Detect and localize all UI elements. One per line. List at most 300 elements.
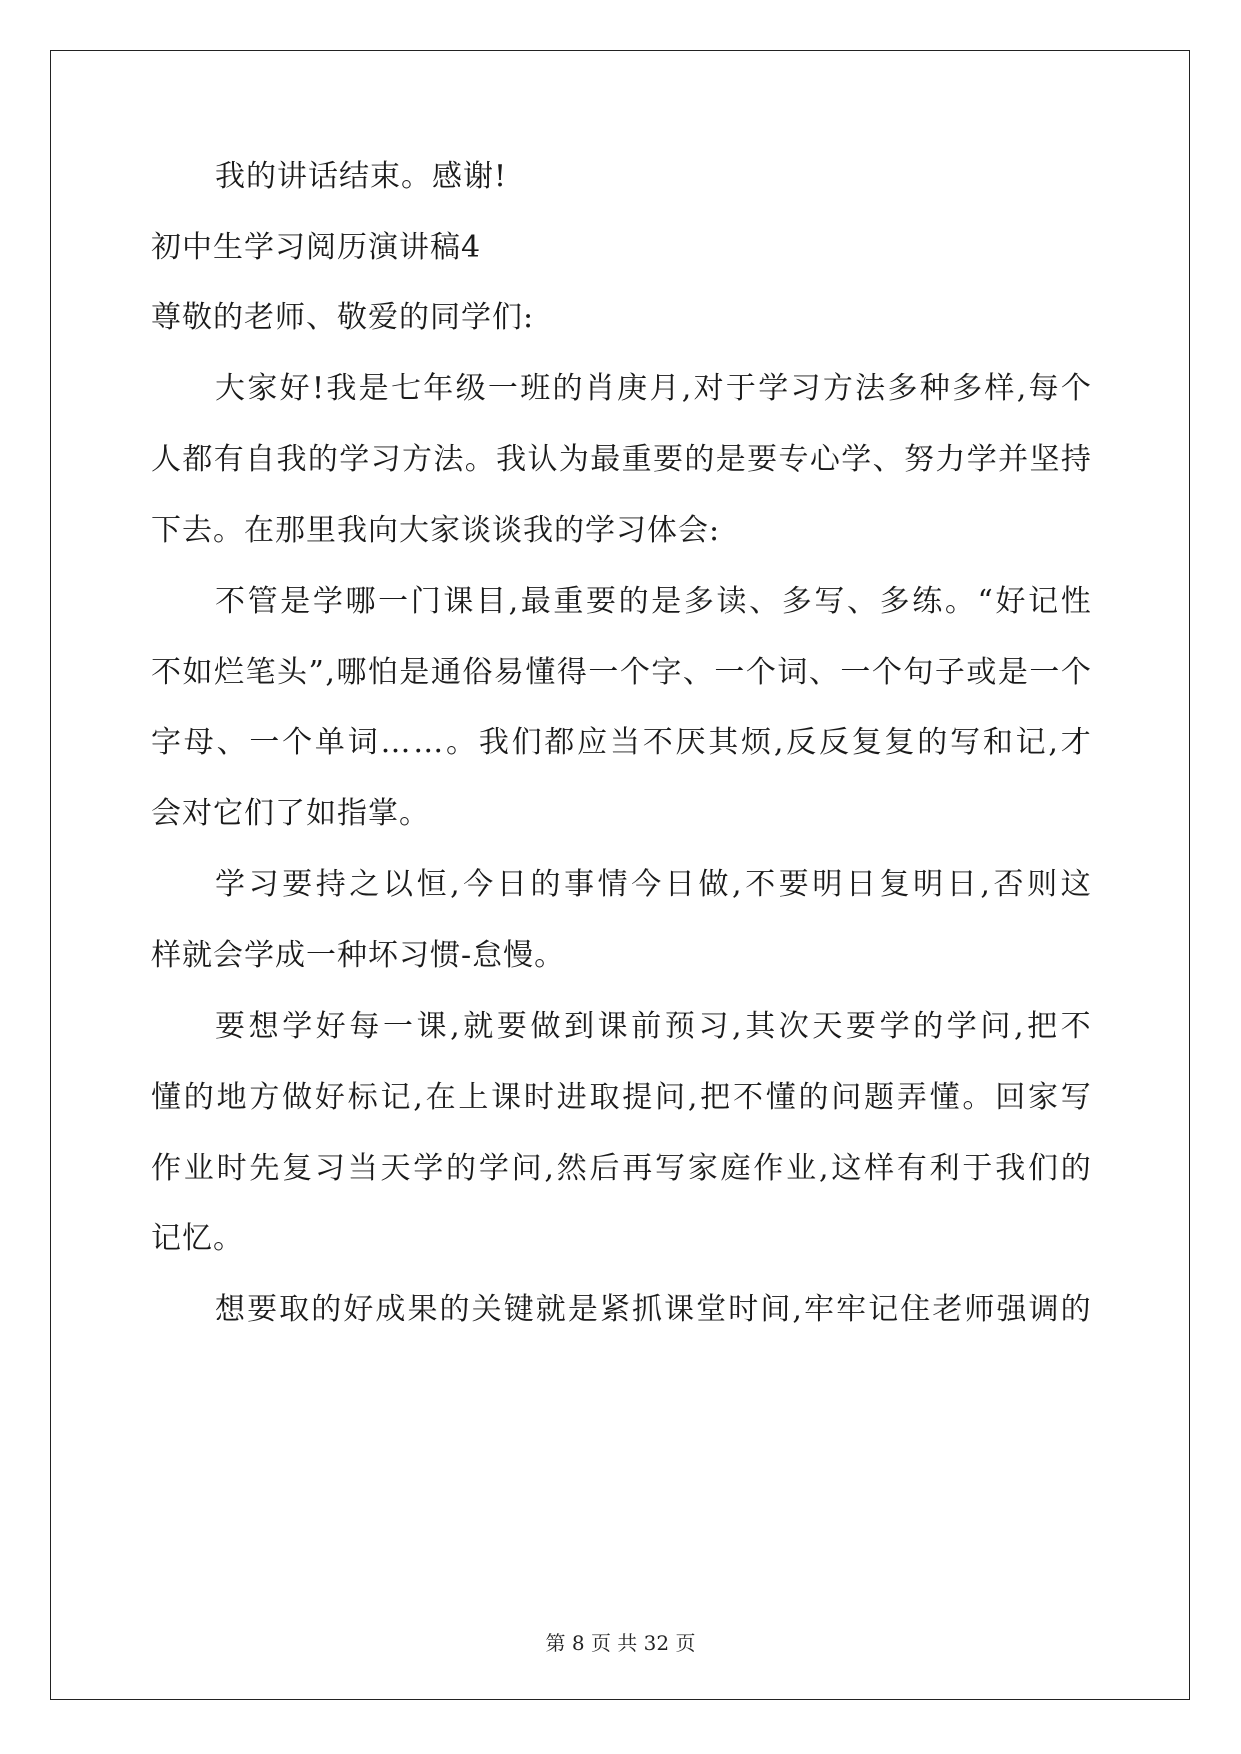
char: 弄 xyxy=(896,1080,927,1115)
char: 的 xyxy=(798,1080,829,1115)
char: 取 xyxy=(279,1292,310,1327)
paragraph-line: 会对它们了如指掌。 xyxy=(151,796,430,831)
char: , xyxy=(544,1151,554,1186)
char: 以 xyxy=(382,867,413,902)
char: 复 xyxy=(282,1151,313,1186)
char: 习 xyxy=(698,1009,729,1044)
char: 复 xyxy=(851,725,882,760)
char: 。 xyxy=(962,1080,993,1115)
char: 要 xyxy=(215,1009,245,1044)
paragraph-line xyxy=(151,723,1091,763)
char: 一 xyxy=(840,655,871,690)
char: 牢 xyxy=(804,1292,835,1327)
char: 明 xyxy=(812,867,843,902)
char: 问 xyxy=(655,1080,686,1115)
char: 和 xyxy=(982,725,1013,760)
char: 我 xyxy=(276,442,307,477)
char: 进 xyxy=(556,1080,587,1115)
char: 学 xyxy=(339,442,370,477)
char: 要 xyxy=(282,867,313,902)
char: 对 xyxy=(693,371,724,406)
char: 是 xyxy=(399,655,430,690)
char: , xyxy=(450,1009,460,1044)
char: 先 xyxy=(249,1151,280,1186)
char: 不 xyxy=(642,725,673,760)
char: 肖 xyxy=(584,371,615,406)
char: 有 xyxy=(896,1151,927,1186)
char: 字 xyxy=(651,655,682,690)
char: 当 xyxy=(609,725,640,760)
char: 到 xyxy=(564,1009,595,1044)
paragraph-line: 记忆。 xyxy=(151,1221,244,1256)
char: , xyxy=(508,584,519,619)
char: 烂 xyxy=(214,655,244,690)
char: 习 xyxy=(790,371,821,406)
char: , xyxy=(792,1292,802,1327)
char: 重 xyxy=(621,442,652,477)
char: 的 xyxy=(311,1292,342,1327)
char: 课 xyxy=(664,1292,695,1327)
char: 要 xyxy=(845,1009,876,1044)
char: 记 xyxy=(380,1080,411,1115)
char: 心 xyxy=(809,442,840,477)
char: 目 xyxy=(476,584,506,619)
char: 好 xyxy=(315,1009,346,1044)
char: 今 xyxy=(463,867,494,902)
char: 紧 xyxy=(599,1292,630,1327)
char: 天 xyxy=(812,1009,843,1044)
char: , xyxy=(1013,1009,1024,1044)
paragraph-line xyxy=(151,653,1091,693)
char: 好 xyxy=(343,1292,374,1327)
char: 每 xyxy=(349,1009,380,1044)
char: 问 xyxy=(831,1080,862,1115)
char: 、 xyxy=(847,584,878,619)
char: 课 xyxy=(443,584,474,619)
char: 的 xyxy=(917,725,948,760)
char: 键 xyxy=(503,1292,534,1327)
char: 反 xyxy=(786,725,817,760)
char: 之 xyxy=(349,867,380,902)
char: 就 xyxy=(535,1292,566,1327)
char: 一 xyxy=(487,371,518,406)
char: 后 xyxy=(589,1151,620,1186)
char: 大 xyxy=(215,371,245,406)
char: 日 xyxy=(845,867,876,902)
char: 的 xyxy=(1060,1151,1091,1186)
char: 作 xyxy=(151,1151,181,1186)
char: 家 xyxy=(1027,1080,1058,1115)
char: 日 xyxy=(496,867,527,902)
char: 懂 xyxy=(765,1080,796,1115)
char: 其 xyxy=(745,1009,776,1044)
char: 学 xyxy=(966,442,997,477)
char: 不 xyxy=(215,584,245,619)
char: 的 xyxy=(684,442,715,477)
char: 成 xyxy=(375,1292,406,1327)
char: 在 xyxy=(425,1080,456,1115)
char: 的 xyxy=(1060,1292,1091,1327)
char: 的 xyxy=(446,1151,477,1186)
char: 是 xyxy=(997,655,1028,690)
char: 课 xyxy=(416,1009,447,1044)
char: 师 xyxy=(964,1292,995,1327)
char: 时 xyxy=(728,1292,759,1327)
char: 人 xyxy=(151,442,181,477)
char: 一 xyxy=(714,655,745,690)
char: 学 xyxy=(841,442,872,477)
char: 家 xyxy=(687,1151,718,1186)
char: 个 xyxy=(619,655,650,690)
char: 习 xyxy=(314,1151,345,1186)
char: 读 xyxy=(716,584,747,619)
speech-title: 初中生学习阅历演讲稿4 xyxy=(151,230,482,265)
char: 方 xyxy=(402,442,432,477)
paragraph-line xyxy=(151,1007,1091,1047)
char: 题 xyxy=(864,1080,895,1115)
char: 每 xyxy=(1028,371,1059,406)
char: 应 xyxy=(577,725,608,760)
char: 于 xyxy=(962,1151,993,1186)
char: 是 xyxy=(651,584,682,619)
char: 预 xyxy=(664,1009,695,1044)
char: 作 xyxy=(753,1151,784,1186)
char: 为 xyxy=(558,442,589,477)
paragraph-line xyxy=(151,865,1091,905)
char: 学 xyxy=(946,1009,977,1044)
char: 们 xyxy=(511,725,542,760)
char: 标 xyxy=(347,1080,378,1115)
page-number: 第 8 页 共 32 页 xyxy=(545,1631,696,1655)
char: 如 xyxy=(182,655,213,690)
char: 日 xyxy=(664,867,695,902)
char: 持 xyxy=(1060,442,1091,477)
char: 时 xyxy=(523,1080,554,1115)
char: 这 xyxy=(831,1151,862,1186)
char: 一 xyxy=(588,655,619,690)
char: 把 xyxy=(700,1080,731,1115)
char: 我 xyxy=(496,442,527,477)
char: 是 xyxy=(280,584,311,619)
paragraph-line xyxy=(151,582,1091,622)
paragraph-line xyxy=(151,369,1091,409)
char: 性 xyxy=(1060,584,1091,619)
char: 写 xyxy=(1060,1080,1091,1115)
char: 好 xyxy=(995,584,1026,619)
char: 有 xyxy=(213,442,244,477)
char: 要 xyxy=(747,442,778,477)
char: 词 xyxy=(777,655,808,690)
char: 再 xyxy=(622,1151,653,1186)
char: , xyxy=(681,371,692,406)
char: 学 xyxy=(758,371,789,406)
char: 个 xyxy=(871,655,902,690)
char: 前 xyxy=(631,1009,662,1044)
char: 样 xyxy=(864,1151,895,1186)
char: 家 xyxy=(247,371,278,406)
char: 、 xyxy=(872,442,903,477)
char: 回 xyxy=(995,1080,1026,1115)
char: 哪 xyxy=(345,584,376,619)
char: 的 xyxy=(913,1009,944,1044)
char: … xyxy=(413,725,444,760)
char: 要 xyxy=(586,584,617,619)
char: 练 xyxy=(912,584,943,619)
char: 得 xyxy=(556,655,587,690)
char: 一 xyxy=(382,1009,413,1044)
char: 则 xyxy=(1027,867,1058,902)
char: 要 xyxy=(778,867,809,902)
char: 方 xyxy=(249,1080,280,1115)
char: 持 xyxy=(315,867,346,902)
char: 个 xyxy=(745,655,776,690)
char: 哪 xyxy=(336,655,367,690)
char: 强 xyxy=(996,1292,1027,1327)
char: 最 xyxy=(520,584,551,619)
char: 认 xyxy=(527,442,558,477)
char: 懂 xyxy=(151,1080,181,1115)
char: 不 xyxy=(1060,1009,1091,1044)
char: 都 xyxy=(544,725,575,760)
char: 一 xyxy=(249,725,280,760)
char: , xyxy=(413,1080,423,1115)
char: , xyxy=(818,1151,829,1186)
char: 多 xyxy=(952,371,983,406)
char: 才 xyxy=(1060,725,1091,760)
char: 做 xyxy=(282,1080,313,1115)
char: 班 xyxy=(520,371,551,406)
char: 做 xyxy=(698,867,729,902)
char: 庚 xyxy=(617,371,648,406)
char: 最 xyxy=(590,442,621,477)
char: 字 xyxy=(151,725,181,760)
char: 问 xyxy=(980,1009,1011,1044)
char: 调 xyxy=(1028,1292,1059,1327)
char: 就 xyxy=(463,1009,494,1044)
char: 不 xyxy=(151,655,181,690)
char: 是 xyxy=(358,371,389,406)
char: 关 xyxy=(471,1292,502,1327)
char: 多 xyxy=(683,584,714,619)
char: 我 xyxy=(478,725,509,760)
char: 多 xyxy=(887,371,918,406)
char: 通 xyxy=(430,655,461,690)
char: 想 xyxy=(248,1009,279,1044)
char: 。 xyxy=(944,584,975,619)
paragraph-line xyxy=(151,1149,1091,1189)
char: 烦 xyxy=(741,725,772,760)
char: 好 xyxy=(314,1080,345,1115)
char: 事 xyxy=(564,867,595,902)
char: 写 xyxy=(655,1151,686,1186)
char: 当 xyxy=(347,1151,378,1186)
char: 学 xyxy=(215,867,245,902)
char: 是 xyxy=(567,1292,598,1327)
char: 好 xyxy=(279,371,310,406)
salutation: 尊敬的老师、敬爱的同学们: xyxy=(151,300,535,335)
char: 今 xyxy=(631,867,662,902)
char: 的 xyxy=(618,584,649,619)
char: 多 xyxy=(879,584,910,619)
char: 住 xyxy=(900,1292,931,1327)
char: 厌 xyxy=(675,725,706,760)
char: 法 xyxy=(855,371,886,406)
char: 、 xyxy=(682,655,713,690)
paragraph-line: 下去。在那里我向大家谈谈我的学习体会: xyxy=(151,513,721,548)
char: 的 xyxy=(439,1292,470,1327)
char: 易 xyxy=(493,655,524,690)
char: 个 xyxy=(1060,371,1091,406)
char: 做 xyxy=(530,1009,561,1044)
closing-line: 我的讲话结束。感谢! xyxy=(215,159,508,194)
char: 庭 xyxy=(720,1151,751,1186)
char: 方 xyxy=(822,371,853,406)
char: 自 xyxy=(245,442,276,477)
char: 专 xyxy=(778,442,809,477)
char: 的 xyxy=(552,371,583,406)
char: 个 xyxy=(282,725,313,760)
char: 我 xyxy=(995,1151,1026,1186)
char: 。 xyxy=(446,725,477,760)
char: 样 xyxy=(984,371,1015,406)
char: 月 xyxy=(649,371,680,406)
char: 学 xyxy=(312,584,343,619)
char: 笔 xyxy=(245,655,276,690)
char: , xyxy=(325,655,335,690)
char: 地 xyxy=(216,1080,247,1115)
char: , xyxy=(450,867,460,902)
char: 恒 xyxy=(416,867,447,902)
char: 想 xyxy=(215,1292,245,1327)
char: 单 xyxy=(314,725,345,760)
char: 词 xyxy=(347,725,378,760)
char: “ xyxy=(977,584,993,619)
char: 要 xyxy=(247,1292,278,1327)
char: 提 xyxy=(622,1080,653,1115)
char: 懂 xyxy=(525,655,556,690)
char: , xyxy=(1048,725,1058,760)
char: 力 xyxy=(935,442,966,477)
char: 堂 xyxy=(696,1292,727,1327)
char: 然 xyxy=(556,1151,587,1186)
char: 门 xyxy=(410,584,441,619)
char: 上 xyxy=(458,1080,489,1115)
paragraph-line xyxy=(151,1290,1091,1330)
char: 一 xyxy=(1029,655,1060,690)
char: 抓 xyxy=(632,1292,663,1327)
char: 次 xyxy=(778,1009,809,1044)
char: 复 xyxy=(879,867,910,902)
char: 种 xyxy=(919,371,950,406)
paragraph-line xyxy=(151,440,1091,480)
char: 子 xyxy=(934,655,965,690)
char: 牢 xyxy=(836,1292,867,1327)
char: 我 xyxy=(326,371,357,406)
char: 老 xyxy=(932,1292,963,1327)
char: 不 xyxy=(745,867,776,902)
char: , xyxy=(732,867,742,902)
char: 要 xyxy=(496,1009,527,1044)
char: 天 xyxy=(380,1151,411,1186)
char: ” xyxy=(308,655,324,690)
char: 个 xyxy=(1060,655,1091,690)
char: 多 xyxy=(781,584,812,619)
char: 要 xyxy=(653,442,683,477)
char: 间 xyxy=(760,1292,791,1327)
char: 业 xyxy=(183,1151,214,1186)
char: 学 xyxy=(879,1009,910,1044)
char: 记 xyxy=(868,1292,899,1327)
char: 懂 xyxy=(929,1080,960,1115)
char: 、 xyxy=(216,725,247,760)
char: , xyxy=(773,725,784,760)
char: 七 xyxy=(390,371,421,406)
char: 问 xyxy=(511,1151,542,1186)
char: 们 xyxy=(1027,1151,1058,1186)
char: 否 xyxy=(993,867,1024,902)
char: 果 xyxy=(407,1292,438,1327)
char: , xyxy=(980,867,990,902)
char: 学 xyxy=(478,1151,509,1186)
char: 努 xyxy=(904,442,934,477)
char: 把 xyxy=(1027,1009,1058,1044)
char: … xyxy=(380,725,411,760)
char: 怕 xyxy=(367,655,398,690)
char: 是 xyxy=(715,442,746,477)
char: 取 xyxy=(589,1080,620,1115)
char: 的 xyxy=(530,867,561,902)
char: 。 xyxy=(464,442,495,477)
char: 、 xyxy=(749,584,780,619)
char: 不 xyxy=(732,1080,763,1115)
char: 记 xyxy=(1015,725,1046,760)
char: 日 xyxy=(946,867,977,902)
char: 管 xyxy=(247,584,278,619)
char: 于 xyxy=(725,371,756,406)
char: 或 xyxy=(966,655,997,690)
char: 复 xyxy=(884,725,915,760)
char: 写 xyxy=(950,725,981,760)
char: 句 xyxy=(903,655,934,690)
char: 的 xyxy=(307,442,338,477)
char: 时 xyxy=(216,1151,247,1186)
char: 坚 xyxy=(1029,442,1060,477)
paragraph-line xyxy=(151,1078,1091,1118)
char: , xyxy=(687,1080,698,1115)
char: 课 xyxy=(491,1080,522,1115)
char: 头 xyxy=(277,655,307,690)
char: 学 xyxy=(413,1151,444,1186)
paragraph-line: 样就会学成一种坏习惯-怠慢。 xyxy=(151,938,566,973)
char: ! xyxy=(311,371,324,406)
char: 法 xyxy=(433,442,464,477)
char: 反 xyxy=(818,725,849,760)
char: 学 xyxy=(282,1009,313,1044)
char: 、 xyxy=(808,655,839,690)
char: 记 xyxy=(1028,584,1059,619)
char: 利 xyxy=(929,1151,960,1186)
char: 习 xyxy=(248,867,279,902)
char: 明 xyxy=(913,867,944,902)
char: , xyxy=(1016,371,1027,406)
char: 母 xyxy=(183,725,214,760)
char: 情 xyxy=(597,867,628,902)
char: 重 xyxy=(553,584,584,619)
char: 业 xyxy=(786,1151,817,1186)
char: 习 xyxy=(370,442,401,477)
char: 都 xyxy=(182,442,213,477)
char: , xyxy=(732,1009,742,1044)
